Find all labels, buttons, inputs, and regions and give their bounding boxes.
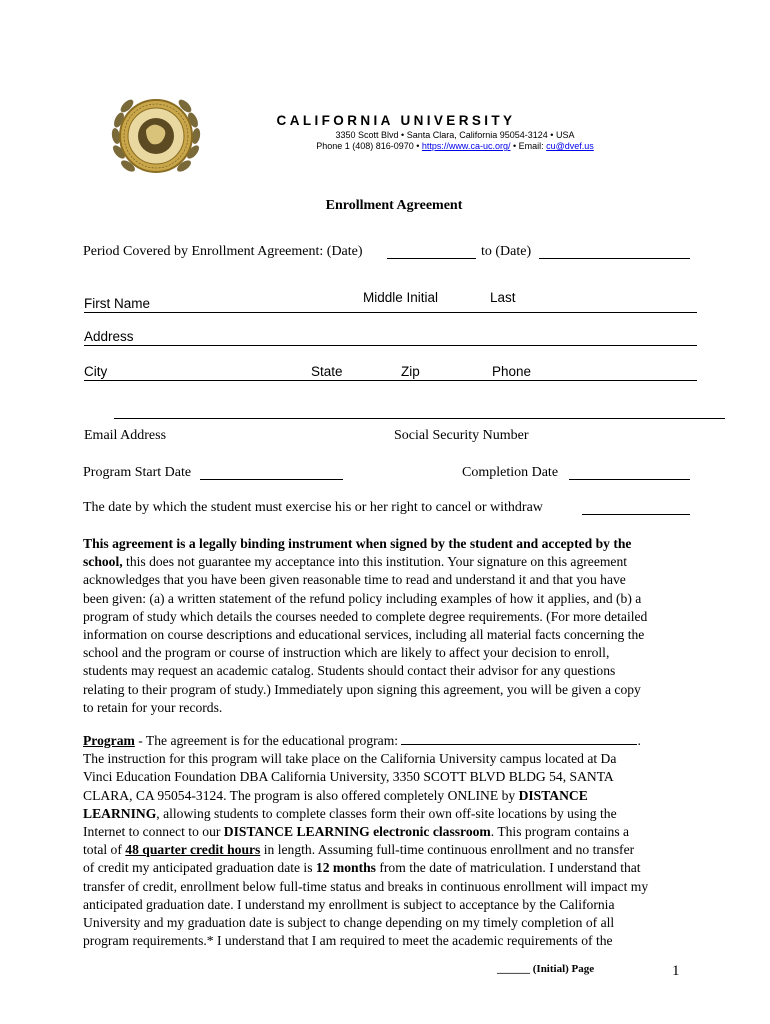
email-prefix: • Email: <box>510 141 547 151</box>
agreement-line: this does not guarantee my acceptance into this institution. Your signature on this agreement <box>122 554 628 570</box>
program-bold: LEARNING <box>83 805 157 821</box>
agreement-line: been given: (a) a written statement of the refund policy including examples of how it applies, and (b) a <box>83 590 642 606</box>
agreement-paragraph <box>83 535 723 717</box>
agreement-line: program of study which details the courses needed to complete degree requirements. (For more detailed <box>83 608 648 624</box>
agreement-line: students may request an academic catalog. Students should contact their advisor for any questions <box>83 663 616 679</box>
website-link[interactable]: https://www.ca-uc.org/ <box>421 141 511 151</box>
email-label: Email Address <box>84 428 167 443</box>
city-label: City <box>84 364 108 379</box>
program-line: CLARA, CA 95054-3124. The program is also offered completely ONLINE by <box>83 787 519 803</box>
state-label: State <box>311 364 343 379</box>
middle-initial-label: Middle Initial <box>363 290 439 305</box>
program-line: Internet to connect to our <box>83 823 224 839</box>
page-number: 1 <box>672 963 680 979</box>
city-state-zip-phone-field[interactable] <box>84 380 697 381</box>
program-line: total of <box>83 842 126 858</box>
agreement-bold-school: school, <box>83 554 123 570</box>
name-field[interactable] <box>84 312 697 313</box>
program-line: . This program contains a <box>490 823 630 839</box>
university-address: 3350 Scott Blvd • Santa Clara, California 95054-3124 • USA <box>335 130 575 140</box>
agreement-line: relating to their program of study.) Immediately upon signing this agreement, you will be given a copy <box>83 681 641 697</box>
program-line: The instruction for this program will take place on the California University campus located at Da <box>83 751 617 767</box>
completion-label: Completion Date <box>462 465 559 480</box>
address-label: Address <box>84 329 134 344</box>
address-field[interactable] <box>84 345 697 346</box>
period-to-label: to (Date) <box>481 244 532 259</box>
agreement-line: to retain for your records. <box>83 699 223 715</box>
phone-text: Phone 1 (408) 816-0970 • <box>316 141 422 151</box>
program-bold: DISTANCE <box>518 787 588 803</box>
program-bold: 48 quarter credit hours <box>125 842 261 858</box>
program-line: of credit my anticipated graduation date is <box>83 860 316 876</box>
university-contact <box>0 141 770 151</box>
agreement-line: information on course descriptions and educational services, including all material facts concerning the <box>83 626 645 642</box>
university-name: CALIFORNIA UNIVERSITY <box>276 113 516 128</box>
ssn-label: Social Security Number <box>394 428 529 443</box>
document-title: Enrollment Agreement <box>325 198 463 213</box>
email-link[interactable]: cu@dvef.us <box>546 141 594 151</box>
email-ssn-field[interactable] <box>114 418 725 419</box>
program-start-label: Program Start Date <box>83 465 192 480</box>
program-line: - The agreement is for the educational program: <box>134 733 402 748</box>
program-line: from the date of matriculation. I understand that <box>375 860 641 876</box>
period-end-field[interactable] <box>539 258 690 259</box>
program-line: in length. Assuming full-time continuous enrollment and no transfer <box>260 842 635 858</box>
program-start-field[interactable] <box>200 479 343 480</box>
program-bold: DISTANCE LEARNING electronic classroom <box>223 823 491 839</box>
program-bold: 12 months <box>315 860 376 876</box>
program-line: program requirements.* I understand that I am required to meet the academic requirements of the <box>83 933 613 949</box>
completion-field[interactable] <box>569 479 690 480</box>
program-line: Vinci Education Foundation DBA California University, 3350 SCOTT BLVD BLDG 54, SANTA <box>83 769 614 785</box>
program-line: anticipated graduation date. I understand my enrollment is subject to acceptance by the California <box>83 896 615 912</box>
educational-program-field[interactable] <box>401 732 637 745</box>
period-start-field[interactable] <box>387 258 476 259</box>
agreement-line: school and the program or course of instruction which are likely to affect your decision to enroll, <box>83 645 610 661</box>
initial-page-footer: ______ (Initial) Page <box>497 963 595 975</box>
period-label: Period Covered by Enrollment Agreement: (Date) <box>83 244 363 259</box>
program-line: University and my graduation date is subject to change depending on my timely completion of all <box>83 914 615 930</box>
last-name-label: Last <box>490 290 516 305</box>
phone-label: Phone <box>492 364 532 379</box>
program-heading: Program <box>83 733 135 748</box>
program-paragraph: Program - The agreement is for the educational program: . The instruction for this program will take place on the California University campus located at Da Vinci Education Foundation DBA California University, 3350 SCOTT BLVD BLDG 54, SANTA CLARA, CA 95054-3124. The program is also offered completely ONLINE by DISTANCE LEARNING, allowing students to complete classes form their own off-site locations by using the Internet to connect to our DISTANCE LEARNING electronic classroom. This program contains a total of 48 quarter credit hours in length. Assuming full-time continuous enrollment and no transfer of credit my anticipated graduation date is 12 months from the date of matriculation. I understand that transfer of credit, enrollment below full-time status and breaks in continuous enrollment will impact my anticipated graduation date. I understand my enrollment is subject to acceptance by the California University and my graduation date is subject to change depending on my timely completion of all program requirements.* I understand that I am required to meet the academic requirements of the <box>83 732 723 950</box>
cancel-withdraw-field[interactable] <box>582 514 690 515</box>
program-line: , allowing students to complete classes form their own off-site locations by using the <box>156 805 617 821</box>
cancel-withdraw-label: The date by which the student must exercise his or her right to cancel or withdraw <box>83 500 543 515</box>
agreement-bold-line: This agreement is a legally binding instrument when signed by the student and accepted by the <box>83 536 632 551</box>
agreement-line: acknowledges that you have been given reasonable time to read and understand it and that you have <box>83 572 626 588</box>
zip-label: Zip <box>401 364 420 379</box>
first-name-label: First Name <box>84 296 151 311</box>
program-line: transfer of credit, enrollment below full-time status and breaks in continuous enrollment will impact my <box>83 878 649 894</box>
